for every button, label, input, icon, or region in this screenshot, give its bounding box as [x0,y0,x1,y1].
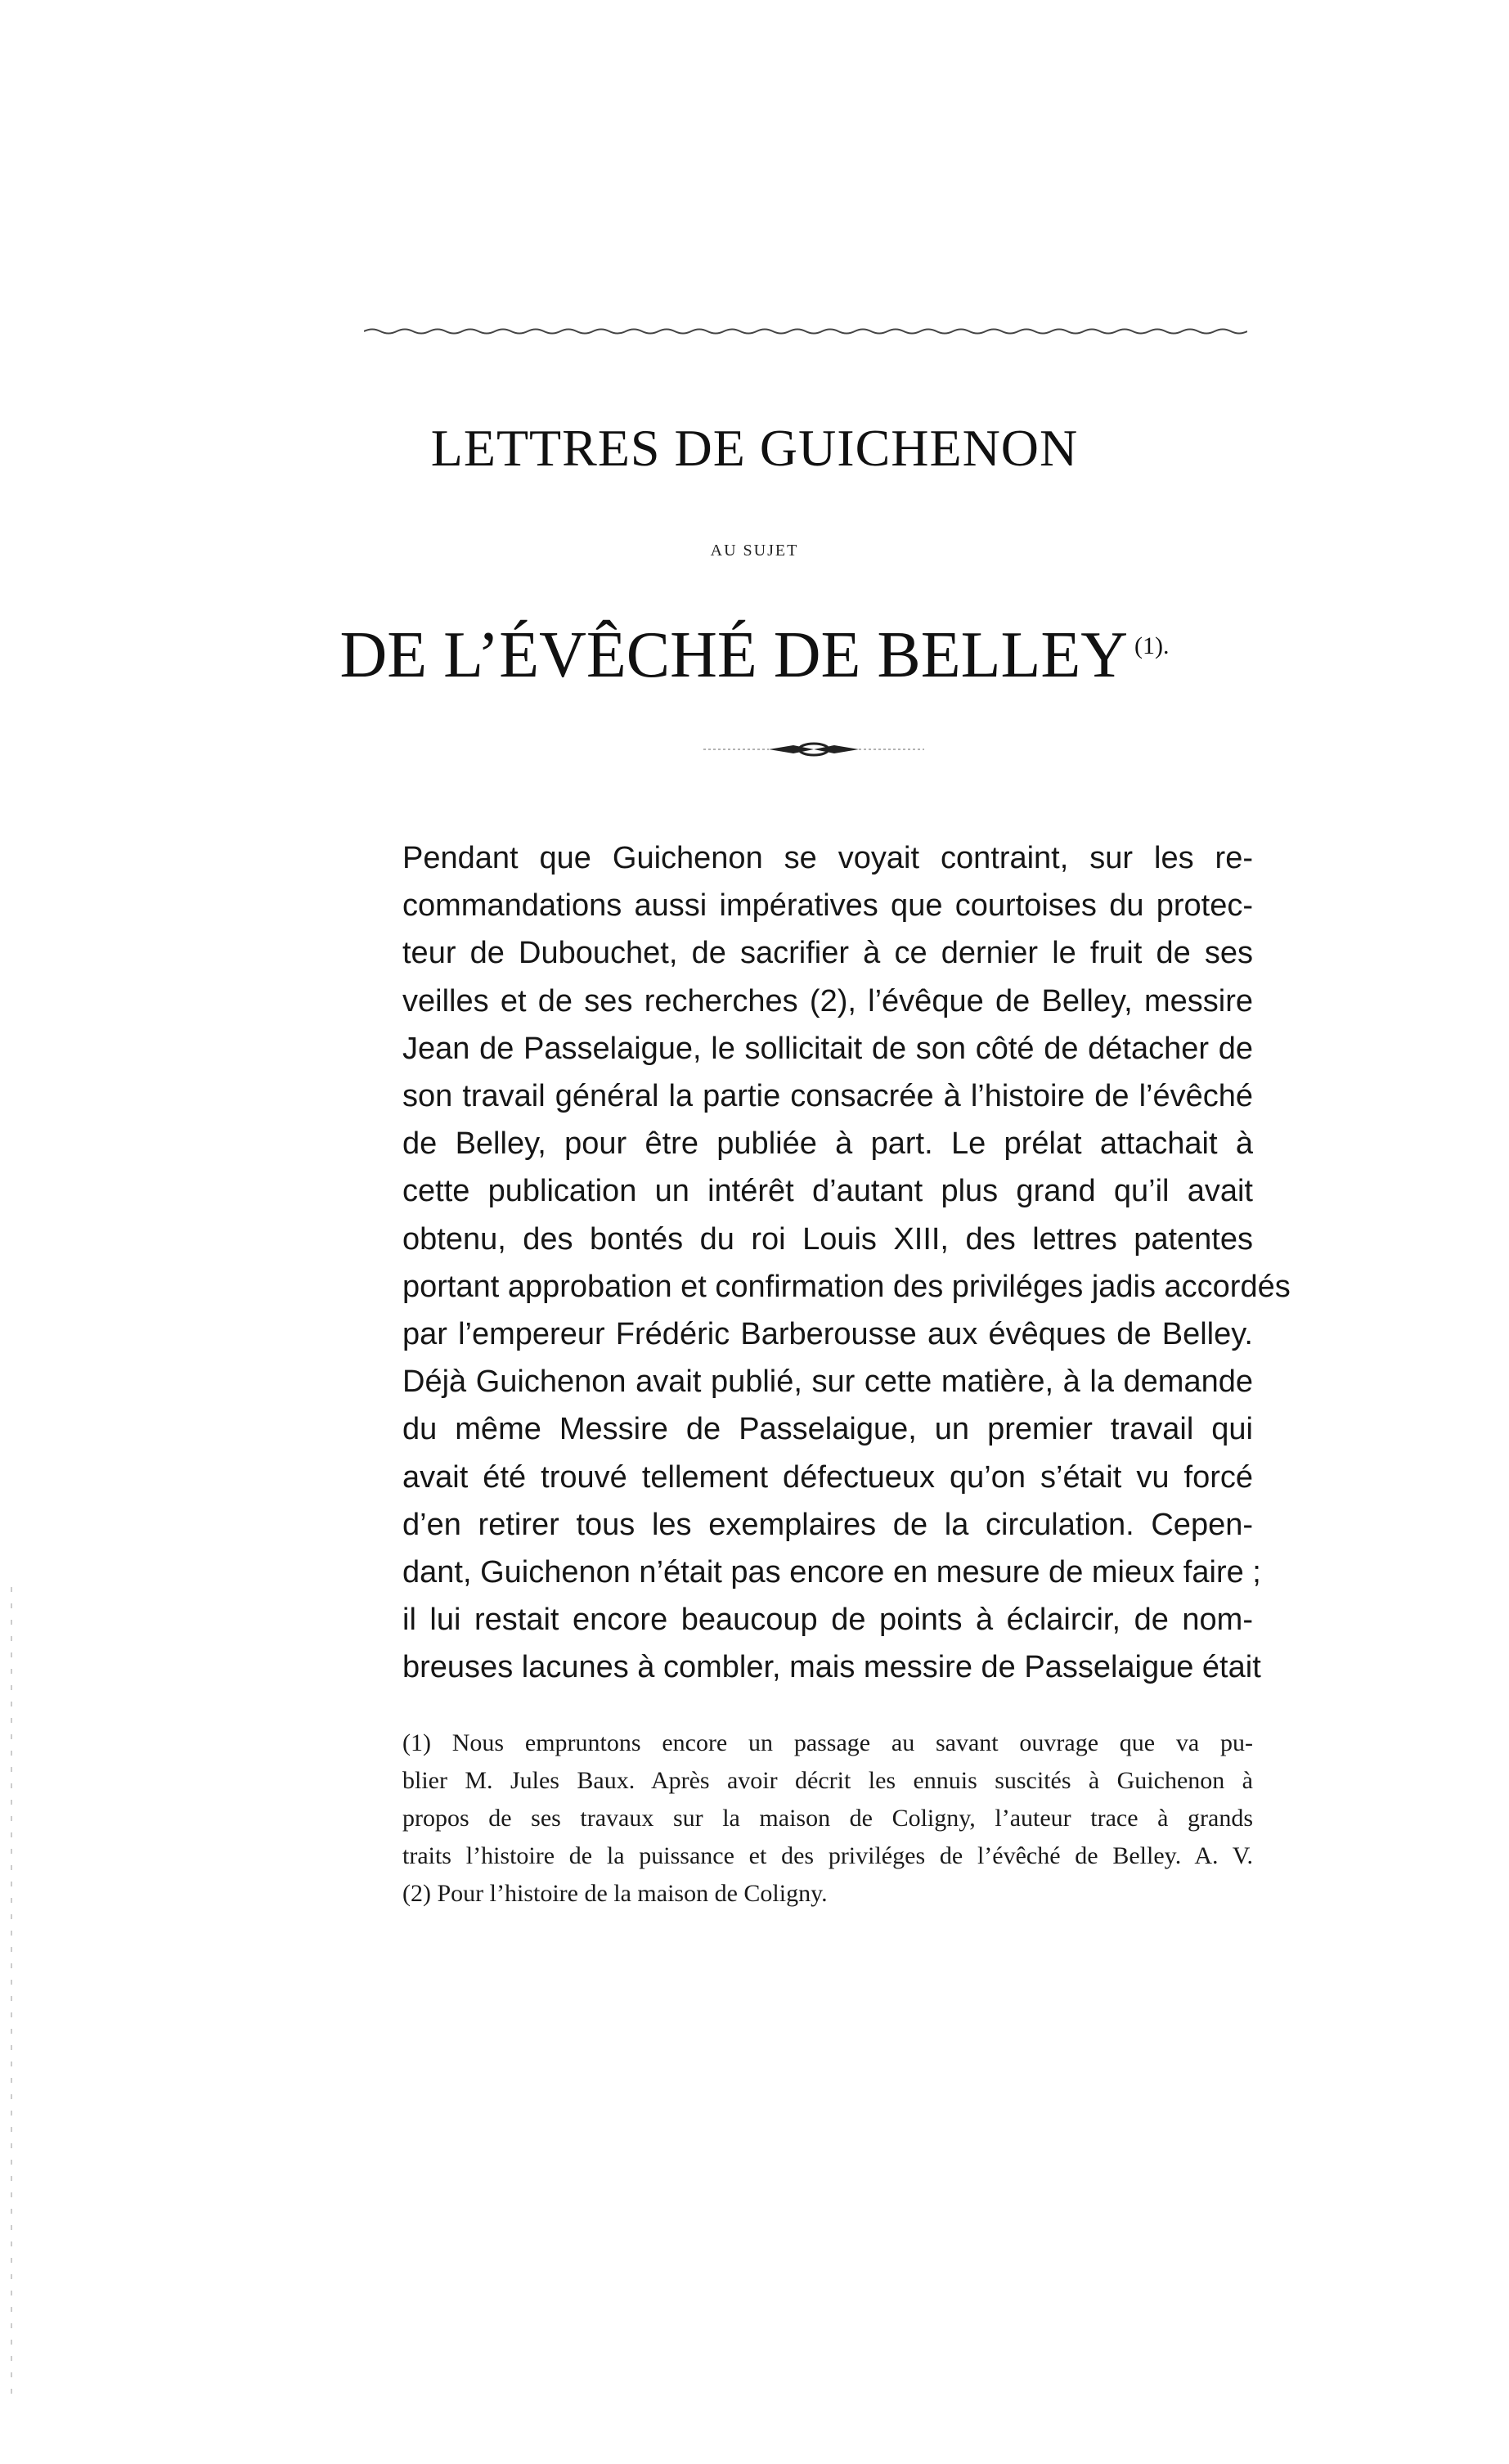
text-line: obtenu, des bontés du roi Louis XIII, des lettres patentes [402,1221,1253,1257]
text-line: son travail général la partie consacrée à l’histoire de l’évêché [402,1079,1253,1114]
text-line: Déjà Guichenon avait publié, sur cette matière, à la demande [402,1365,1253,1400]
footnote-ref-1: (1). [1134,632,1170,659]
page-title: LETTRES DE GUICHENON [430,419,1079,477]
main-paragraph [402,834,1291,1692]
ornament-divider [703,741,924,758]
text-line: breuses lacunes à combler, mais messire de Passelaigue était [402,1650,1261,1685]
footnotes [402,1724,1253,1913]
text-line: portant approbation et confirmation des priviléges jadis accordés [402,1269,1291,1304]
subtitle-small: AU SUJET [710,542,799,560]
footnote-line: traits l’histoire de la puissance et des priviléges de l’évêché de Belley. A. V. [402,1842,1253,1869]
text-line: commandations aussi impératives que courtoises du protec- [402,888,1253,924]
subtitle-main [0,605,1509,696]
text-line: de Belley, pour être publiée à part. Le prélat attachait à [402,1126,1253,1162]
text-line: Jean de Passelaigue, le sollicitait de son côté de détacher de [402,1031,1253,1066]
text-line: teur de Dubouchet, de sacrifier à ce dernier le fruit de ses [402,936,1253,971]
text-line: avait été trouvé tellement défectueux qu’on s’était vu forcé [402,1459,1253,1495]
text-line: du même Messire de Passelaigue, un premier travail qui [402,1412,1253,1447]
footnote-line: (1) Nous empruntons encore un passage au savant ouvrage que va pu- [402,1729,1253,1756]
footnote-line: propos de ses travaux sur la maison de Coligny, l’auteur trace à grands [402,1805,1253,1832]
scan-edge-artifact [10,1587,13,2405]
subtitle-main-text: DE L’ÉVÊCHÉ DE BELLEY [339,619,1129,691]
footnote-line: blier M. Jules Baux. Après avoir décrit les ennuis suscités à Guichenon à [402,1767,1253,1794]
text-line: d’en retirer tous les exemplaires de la circulation. Cepen- [402,1507,1253,1542]
text-line: veilles et de ses recherches (2), l’évêque de Belley, messire [402,983,1253,1018]
top-decorative-rule [364,326,1247,337]
footnote-2: (2) Pour l’histoire de la maison de Coligny. [402,1880,828,1907]
text-line: cette publication un intérêt d’autant plus grand qu’il avait [402,1174,1253,1209]
text-line: par l’empereur Frédéric Barberousse aux évêques de Belley. [402,1317,1253,1352]
text-line: Pendant que Guichenon se voyait contraint, sur les re- [402,841,1253,875]
text-line: il lui restait encore beaucoup de points à éclaircir, de nom- [402,1603,1253,1638]
text-line: dant, Guichenon n’était pas encore en mesure de mieux faire ; [402,1555,1261,1590]
